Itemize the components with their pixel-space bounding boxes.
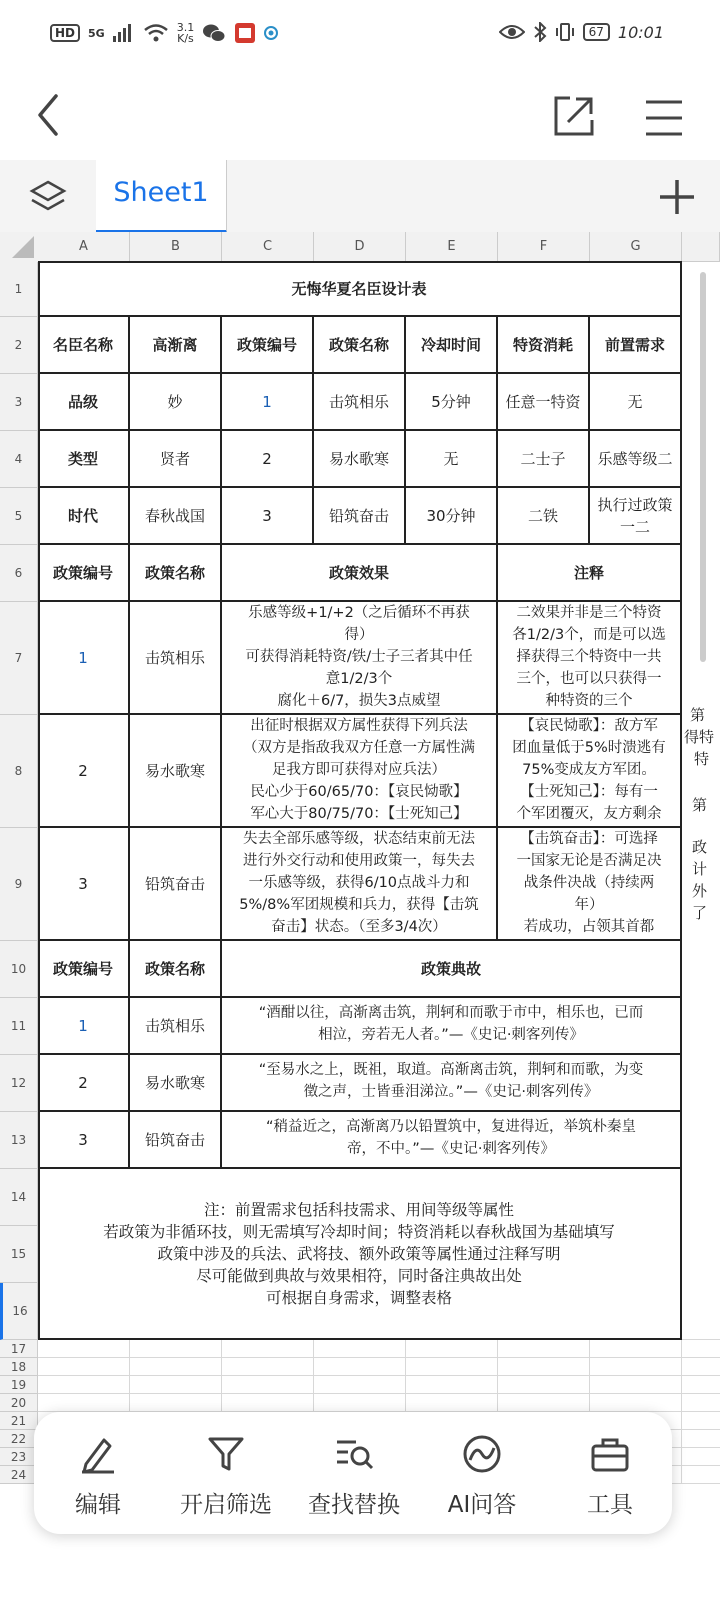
table-header-cell[interactable]: 政策名称 xyxy=(130,941,222,998)
sheet-title-cell[interactable]: 无悔华夏名臣设计表 xyxy=(38,262,682,317)
tools-button[interactable]: 工具 xyxy=(546,1412,674,1534)
table-cell[interactable]: 无 xyxy=(406,431,498,488)
table-header-cell[interactable]: 注释 xyxy=(498,545,682,602)
cell-line: 一乐感等级，获得6/10点战斗力和 xyxy=(248,875,470,891)
cell-line: “酒酣以往，高渐离击筑，荆轲和而歌于市中，相乐也，已而 xyxy=(258,1005,644,1021)
cell-line: 尽可能做到典故与效果相符，同时备注典故出处 xyxy=(196,1266,522,1285)
cell-line: “至易水之上，既祖，取道。高渐离击筑，荆轲和而歌，为变 xyxy=(258,1062,644,1078)
table-cell[interactable]: 政策编号 xyxy=(222,317,314,374)
policy-story-cell[interactable] xyxy=(222,998,682,1055)
policy-name-cell[interactable]: 易水歌寒 xyxy=(130,715,222,828)
cell-line: “稍益近之，高渐离乃以铅置筑中，复进得近，举筑朴秦皇 xyxy=(265,1119,636,1135)
row-header[interactable]: 9 xyxy=(0,828,38,941)
column-header[interactable] xyxy=(682,232,720,262)
hd-badge: HD xyxy=(50,24,80,42)
table-cell[interactable]: 冷却时间 xyxy=(406,317,498,374)
table-cell[interactable]: 高渐离 xyxy=(130,317,222,374)
table-cell[interactable]: 二士子 xyxy=(498,431,590,488)
policy-effect-cell[interactable] xyxy=(222,602,498,715)
table-cell[interactable]: 铅筑奋击 xyxy=(314,488,406,545)
cell-line: 出征时根据双方属性获得下列兵法 xyxy=(250,718,468,734)
signal-icon xyxy=(113,24,135,42)
column-header[interactable]: C xyxy=(222,232,314,262)
table-header-cell[interactable]: 政策效果 xyxy=(222,545,498,602)
policy-story-cell[interactable] xyxy=(222,1055,682,1112)
table-cell[interactable]: 任意一特资 xyxy=(498,374,590,431)
cell-line: 团血量低于5%时溃逃有 xyxy=(512,740,666,756)
table-cell[interactable]: 类型 xyxy=(38,431,130,488)
overflow-text: 得特 xyxy=(684,728,715,746)
cell-line: 【士死知己】：每有一 xyxy=(520,784,658,800)
cell-line: 注：前置需求包括科技需求、用间等级等属性 xyxy=(203,1200,514,1219)
table-cell[interactable]: 乐感等级二 xyxy=(590,431,682,488)
table-cell[interactable]: 2 xyxy=(222,431,314,488)
row-header[interactable]: 3 xyxy=(0,374,38,431)
overflow-text: 计 xyxy=(692,860,708,878)
share-icon[interactable] xyxy=(552,94,596,138)
column-header[interactable]: F xyxy=(498,232,590,262)
cell-line: 一国家无论是否满足决 xyxy=(516,853,662,869)
gridline xyxy=(38,1375,720,1376)
table-cell[interactable]: 30分钟 xyxy=(406,488,498,545)
bluetooth-icon xyxy=(533,22,547,42)
cell-line: 各1/2/3个，而是可以选 xyxy=(512,627,666,643)
row-header[interactable]: 8 xyxy=(0,715,38,828)
column-header[interactable]: D xyxy=(314,232,406,262)
find-replace-button[interactable]: 查找替换 xyxy=(290,1412,418,1534)
table-cell[interactable]: 执行过政策一二 xyxy=(590,488,682,545)
overflow-text: 第 xyxy=(692,796,708,814)
table-cell[interactable]: 易水歌寒 xyxy=(314,431,406,488)
cell-line: 年） xyxy=(574,897,604,913)
ai-button[interactable]: AI问答 xyxy=(418,1412,546,1534)
row-header[interactable]: 19 xyxy=(0,1376,38,1394)
policy-effect-cell[interactable] xyxy=(222,715,498,828)
add-sheet-icon[interactable] xyxy=(652,172,702,222)
cell-line: 进行外交行动和使用政策一，每失去 xyxy=(243,853,475,869)
policy-name-cell[interactable]: 击筑相乐 xyxy=(130,602,222,715)
row-header[interactable]: 16 xyxy=(0,1283,38,1340)
ai-icon xyxy=(462,1434,502,1474)
layers-icon xyxy=(28,178,68,214)
policy-number-cell[interactable]: 1 xyxy=(38,602,130,715)
find-replace-icon xyxy=(334,1434,374,1474)
row-header[interactable]: 2 xyxy=(0,317,38,374)
cell-line: 可根据自身需求，调整表格 xyxy=(265,1288,452,1307)
table-cell[interactable]: 妙 xyxy=(130,374,222,431)
vertical-scrollbar[interactable] xyxy=(700,272,706,662)
row-header[interactable]: 11 xyxy=(0,998,38,1055)
policy-name-cell[interactable]: 铅筑奋击 xyxy=(130,828,222,941)
table-cell[interactable]: 特资消耗 xyxy=(498,317,590,374)
cell-line: 【哀民恸歌】：敌方军 xyxy=(520,718,658,734)
app-notification-icon xyxy=(234,22,256,44)
table-cell[interactable]: 政策名称 xyxy=(314,317,406,374)
table-cell[interactable]: 5分钟 xyxy=(406,374,498,431)
table-header-cell[interactable]: 政策典故 xyxy=(222,941,682,998)
row-header[interactable]: 5 xyxy=(0,488,38,545)
filter-icon xyxy=(206,1434,246,1474)
policy-number-cell[interactable]: 3 xyxy=(38,828,130,941)
cell-line: 军心大于80/75/70：【士死知己】 xyxy=(250,806,468,822)
gridline xyxy=(681,1340,682,1484)
menu-icon[interactable] xyxy=(642,96,686,140)
corner-triangle-icon xyxy=(0,232,38,262)
table-header-cell[interactable]: 政策编号 xyxy=(38,941,130,998)
policy-note-cell[interactable] xyxy=(498,715,682,828)
row-header[interactable]: 7 xyxy=(0,602,38,715)
policy-number-cell[interactable]: 1 xyxy=(38,998,130,1055)
overflow-text: 了 xyxy=(692,904,708,922)
column-header[interactable]: B xyxy=(130,232,222,262)
gridline xyxy=(38,1393,720,1394)
row-header[interactable]: 4 xyxy=(0,431,38,488)
cell-line: 5%/8%军团规模和兵力，获得【击筑 xyxy=(239,897,479,913)
spreadsheet-grid[interactable] xyxy=(0,232,720,1600)
net-speed: 3.1 K/s xyxy=(176,21,195,45)
row-header[interactable]: 10 xyxy=(0,941,38,998)
cell-line: 政策中涉及的兵法、武将技、额外政策等属性通过注释写明 xyxy=(157,1244,561,1263)
policy-name-cell[interactable]: 易水歌寒 xyxy=(130,1055,222,1112)
cell-line: 若成功，占领其首都 xyxy=(523,919,655,935)
table-cell[interactable]: 二铁 xyxy=(498,488,590,545)
cell-line: 可获得消耗特资/铁/士子三者其中任 xyxy=(245,649,473,665)
cell-line: 帝，不中。”—《史记·刺客列传》 xyxy=(347,1141,555,1157)
cell-line: 失去全部乐感等级，状态结束前无法 xyxy=(243,831,475,847)
policy-name-cell[interactable]: 击筑相乐 xyxy=(130,998,222,1055)
table-cell[interactable]: 贤者 xyxy=(130,431,222,488)
overflow-text: 外 xyxy=(692,882,708,900)
table-cell[interactable]: 时代 xyxy=(38,488,130,545)
tab-sheet1[interactable]: Sheet1 xyxy=(96,160,227,233)
table-cell[interactable]: 春秋战国 xyxy=(130,488,222,545)
table-cell[interactable]: 无 xyxy=(590,374,682,431)
table-cell[interactable]: 品级 xyxy=(38,374,130,431)
policy-note-cell[interactable] xyxy=(498,828,682,941)
eye-icon xyxy=(499,23,525,41)
select-all-corner[interactable] xyxy=(0,232,39,263)
row-header[interactable]: 20 xyxy=(0,1394,38,1412)
bottom-toolbar xyxy=(34,1412,672,1534)
column-header[interactable]: E xyxy=(406,232,498,262)
row-header[interactable]: 13 xyxy=(0,1112,38,1169)
app-dot-icon xyxy=(264,26,278,40)
cell-line: 二效果并非是三个特资 xyxy=(516,605,662,621)
policy-effect-cell[interactable] xyxy=(222,828,498,941)
status-bar xyxy=(0,0,720,70)
cell-line: 个军团覆灭，友方剩余 xyxy=(516,806,662,822)
toolbox-icon xyxy=(590,1434,630,1474)
row-header[interactable]: 21 xyxy=(0,1412,38,1430)
app-bar xyxy=(0,70,720,161)
row-header[interactable]: 12 xyxy=(0,1055,38,1112)
overflow-text: 特 xyxy=(694,750,710,768)
cell-line: 75%变成友方军团。 xyxy=(522,762,656,778)
sheet-tab-bar xyxy=(0,160,720,233)
signal-label: 5G xyxy=(88,26,105,40)
edit-button[interactable]: 编辑 xyxy=(34,1412,162,1534)
cell-line: 意1/2/3个 xyxy=(325,671,393,687)
vibrate-icon xyxy=(555,22,575,42)
cell-line: 腐化＋6/7，损失3点威望 xyxy=(277,693,441,709)
wifi-icon xyxy=(143,23,169,43)
row-header[interactable]: 23 xyxy=(0,1448,38,1466)
row-header[interactable]: 15 xyxy=(0,1226,38,1283)
battery-icon: 67 xyxy=(583,23,610,41)
overflow-text: 政 xyxy=(692,838,708,856)
row-header[interactable]: 24 xyxy=(0,1466,38,1484)
cell-line: 民心少于60/65/70：【哀民恸歌】 xyxy=(250,784,468,800)
back-icon[interactable] xyxy=(30,90,70,140)
sheet-list-button[interactable] xyxy=(0,160,97,232)
table-cell[interactable]: 1 xyxy=(222,374,314,431)
policy-story-cell[interactable] xyxy=(222,1112,682,1169)
row-header[interactable]: 14 xyxy=(0,1169,38,1226)
cell-line: 【击筑奋击】：可选择 xyxy=(520,831,658,847)
cell-line: 种特资的三个 xyxy=(545,693,633,709)
column-header[interactable]: G xyxy=(590,232,682,262)
policy-number-cell[interactable]: 3 xyxy=(38,1112,130,1169)
cell-line: 三个，也可以只获得一 xyxy=(516,671,662,687)
cell-line: （双方是指敌我双方任意一方属性满 xyxy=(243,740,475,756)
table-header-cell[interactable]: 政策名称 xyxy=(130,545,222,602)
row-header[interactable]: 1 xyxy=(0,262,38,317)
cell-line: 若政策为非循环技，则无需填写冷却时间；特资消耗以春秋战国为基础填写 xyxy=(103,1222,615,1241)
cell-line: 得） xyxy=(344,627,374,643)
row-header[interactable]: 17 xyxy=(0,1340,38,1358)
policy-number-cell[interactable]: 2 xyxy=(38,715,130,828)
cell-line: 乐感等级+1/+2（之后循环不再获 xyxy=(248,605,470,621)
policy-note-cell[interactable] xyxy=(498,602,682,715)
gridline xyxy=(38,1357,720,1358)
table-cell[interactable]: 击筑相乐 xyxy=(314,374,406,431)
policy-name-cell[interactable]: 铅筑奋击 xyxy=(130,1112,222,1169)
policy-number-cell[interactable]: 2 xyxy=(38,1055,130,1112)
cell-line: 择获得三个特资中一共 xyxy=(516,649,662,665)
cell-line: 奋击】状态。（至多3/4次） xyxy=(271,919,447,935)
table-cell[interactable]: 前置需求 xyxy=(590,317,682,374)
wechat-icon xyxy=(202,23,226,43)
column-header[interactable]: A xyxy=(38,232,130,262)
table-cell[interactable]: 3 xyxy=(222,488,314,545)
cell-line: 相泣，旁若无人者。”—《史记·刺客列传》 xyxy=(318,1027,584,1043)
table-header-cell[interactable]: 政策编号 xyxy=(38,545,130,602)
edit-icon xyxy=(78,1434,118,1474)
row-header[interactable]: 22 xyxy=(0,1430,38,1448)
cell-line: 足我方即可获得对应兵法） xyxy=(272,762,446,778)
filter-button[interactable]: 开启筛选 xyxy=(162,1412,290,1534)
overflow-text: 第 xyxy=(690,706,706,724)
row-header[interactable]: 6 xyxy=(0,545,38,602)
notes-cell[interactable] xyxy=(38,1169,682,1340)
clock: 10:01 xyxy=(617,22,664,42)
cell-line: 徵之声，士皆垂泪涕泣。”—《史记·刺客列传》 xyxy=(303,1084,599,1100)
table-cell[interactable]: 名臣名称 xyxy=(38,317,130,374)
cell-line: 战条件决战（持续两 xyxy=(523,875,655,891)
row-header[interactable]: 18 xyxy=(0,1358,38,1376)
